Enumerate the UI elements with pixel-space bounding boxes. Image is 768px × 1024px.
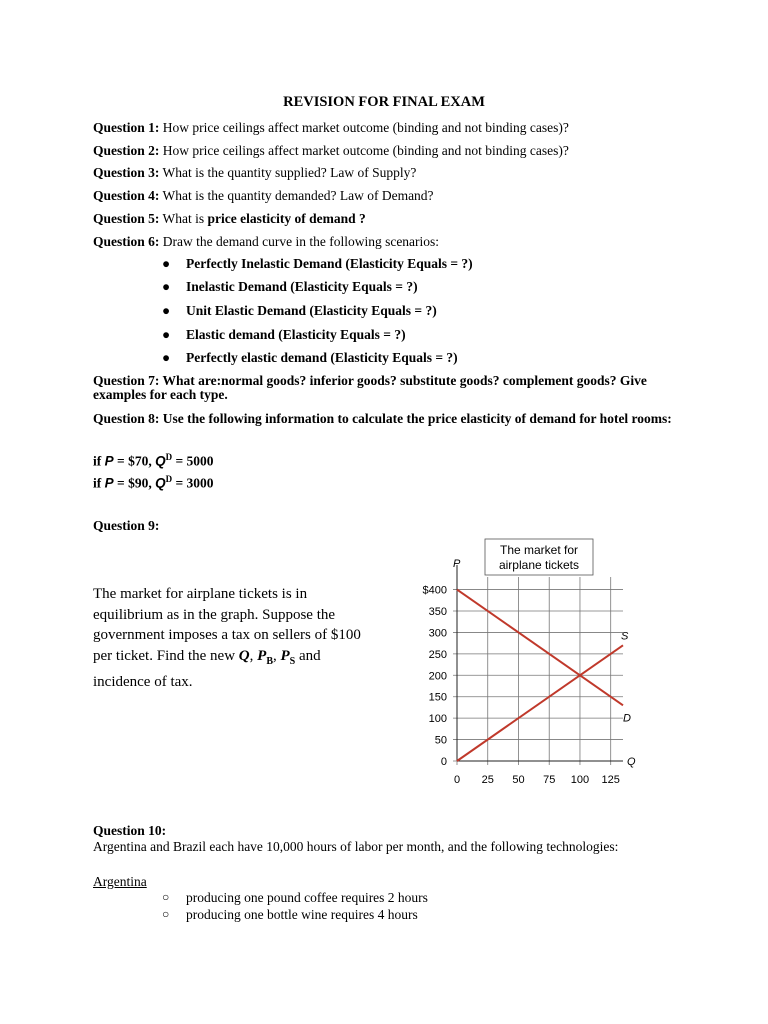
country-label: Argentina xyxy=(93,874,147,889)
y-tick-label: 350 xyxy=(428,606,447,618)
x-axis-label: Q xyxy=(627,756,636,768)
bullet-dot: ● xyxy=(162,279,171,294)
q8-line-1: if P = $70, $Q^D = 5000$ xyxy=(93,452,214,469)
q6-item: Perfectly Inelastic Demand (Elasticity Equals = ?) xyxy=(186,256,473,271)
circle-bullet-icon: ○ xyxy=(162,890,170,904)
question-1: Question 1: How price ceilings affect market outcome (binding and not binding cases)? xyxy=(93,120,569,135)
chart-title-line-1: The market for xyxy=(499,543,579,557)
q8-line-2: if P = $90, $Q^D = 3000$ xyxy=(93,474,214,491)
series-label-D: D xyxy=(623,712,631,725)
bullet-dot: ● xyxy=(162,256,171,271)
y-tick-label: 100 xyxy=(428,713,447,726)
question-10: Question 10: xyxy=(93,823,167,838)
series-label-S: S xyxy=(621,630,629,643)
q6-item: Perfectly elastic demand (Elasticity Equals = ?) xyxy=(186,350,458,365)
q6-item: Unit Elastic Demand (Elasticity Equals = ?) xyxy=(186,303,437,318)
y-axis-label: P xyxy=(453,558,461,570)
question-7: Question 7: What are:normal goods? inferior goods? substitute goods? complement goods? Give examples for each type. xyxy=(93,373,647,402)
question-9: Question 9: xyxy=(93,518,160,533)
bullet-dot: ● xyxy=(162,327,171,342)
x-tick-label: 100 xyxy=(570,774,590,786)
question-3: Question 3: What is the quantity supplied? Law of Supply? xyxy=(93,165,417,180)
y-tick-label: 200 xyxy=(428,670,447,683)
page-title: REVISION FOR FINAL EXAM xyxy=(283,94,485,110)
airplane-market-chart xyxy=(405,535,645,795)
y-tick-label: 150 xyxy=(428,691,447,704)
question-2: Question 2: How price ceilings affect market outcome (binding and not binding cases)? xyxy=(93,143,569,158)
question-6: Question 6: Draw the demand curve in the following scenarios: xyxy=(93,234,440,249)
x-tick-label: 125 xyxy=(601,774,620,786)
x-tick-label: 50 xyxy=(512,774,525,786)
question-10-text: Argentina and Brazil each have 10,000 hours of labor per month, and the following technologies: xyxy=(93,839,619,854)
q10-item: producing one pound coffee requires 2 hours xyxy=(186,890,428,905)
q6-item: Elastic demand (Elasticity Equals = ?) xyxy=(186,327,406,342)
question-5: Question 5: What is price elasticity of demand ? xyxy=(93,211,366,226)
y-tick-label: 300 xyxy=(428,627,447,640)
x-tick-label: 25 xyxy=(481,774,494,786)
x-tick-label: 75 xyxy=(543,774,556,786)
y-tick-label: 250 xyxy=(428,648,447,661)
x-tick-label: 0 xyxy=(453,774,461,786)
question-9-text: The market for airplane tickets is in equilibrium as in the graph. Suppose the government imposes a tax on sellers of $100 per ticket. Find the new Q, $P_B$, $P_S$ and incidence of tax. xyxy=(93,586,361,690)
bullet-dot: ● xyxy=(162,350,171,365)
question-8: Question 8: Use the following information to calculate the price elasticity of demand for hotel rooms: xyxy=(93,411,672,426)
y-tick-label: 0 xyxy=(440,756,447,768)
q6-item: Inelastic Demand (Elasticity Equals = ?) xyxy=(186,279,418,294)
question-4: Question 4: What is the quantity demanded? Law of Demand? xyxy=(93,188,434,203)
chart-title-line-2: airplane tickets xyxy=(498,558,580,572)
q10-item: producing one bottle wine requires 4 hours xyxy=(186,907,418,922)
y-tick-label: $400 xyxy=(422,584,447,597)
y-tick-label: 50 xyxy=(434,734,447,747)
chart-title-box xyxy=(485,539,593,575)
bullet-dot: ● xyxy=(162,303,171,318)
circle-bullet-icon: ○ xyxy=(162,907,170,921)
